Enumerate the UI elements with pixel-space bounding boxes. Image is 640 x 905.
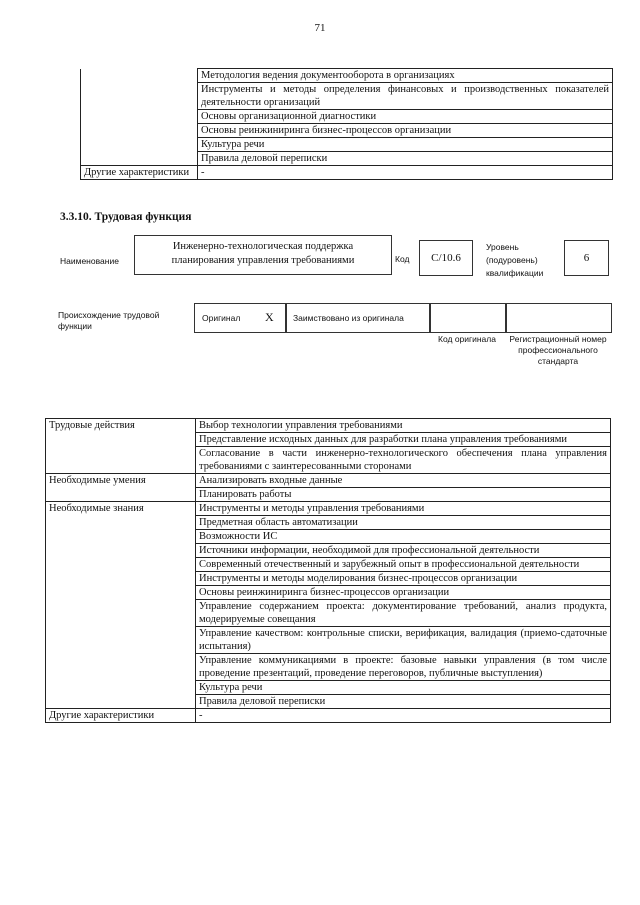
list-item: Инструменты и методы моделирования бизнес-процессов организации	[196, 572, 611, 586]
labor-actions-label: Трудовые действия	[46, 419, 196, 474]
list-item: Предметная область автоматизации	[196, 516, 611, 530]
function-name: Инженерно-технологическая поддержка планирования управления требованиями	[171, 241, 355, 266]
list-item: Правила деловой переписки	[196, 695, 611, 709]
table-row	[81, 69, 613, 83]
skills-label: Необходимые умения	[46, 474, 196, 502]
name-label: Наименование	[60, 256, 119, 266]
list-item: Управление содержанием проекта: документирование требований, анализ продукта, модерируемые совещания	[196, 600, 611, 627]
code-value: C/10.6	[431, 252, 461, 264]
table-row	[46, 709, 611, 723]
list-item: Управление коммуникациями в проекте: базовые навыки управления (в том числе проведение презентаций, проведение переговоров, публичные выступления)	[196, 654, 611, 681]
name-box	[134, 235, 392, 275]
list-item: Выбор технологии управления требованиями	[196, 419, 611, 433]
continuation-label-cell	[81, 69, 198, 166]
list-item: Согласование в части инженерно-технологического обеспечения плана управления требованиями с заинтересованными сторонами	[196, 447, 611, 474]
list-item: Инструменты и методы управления требованиями	[196, 502, 611, 516]
original-mark: X	[265, 310, 274, 324]
code-label: Код	[395, 254, 410, 264]
level-value: 6	[583, 252, 590, 264]
list-item: Планировать работы	[196, 488, 611, 502]
code-original-caption: Код оригинала	[438, 334, 496, 344]
list-item: Современный отечественный и зарубежный опыт в профессиональной деятельности	[196, 558, 611, 572]
list-item: Основы организационной диагностики	[198, 110, 613, 124]
list-item: Основы реинжиниринга бизнес-процессов организации	[196, 586, 611, 600]
other-characteristics-value: -	[198, 166, 613, 180]
list-item: Культура речи	[196, 681, 611, 695]
list-item: Управление качеством: контрольные списки, верификация, валидация (приемо-сдаточные испытания)	[196, 627, 611, 654]
top-knowledge-table	[80, 68, 613, 180]
list-item: Анализировать входные данные	[196, 474, 611, 488]
list-item: Основы реинжиниринга бизнес-процессов организации	[198, 124, 613, 138]
reg-number-box	[506, 303, 612, 333]
table-row	[46, 419, 611, 433]
code-original-box	[430, 303, 506, 333]
borrowed-label: Заимствовано из оригинала	[293, 313, 404, 323]
origin-label: Происхождение трудовой функции	[58, 310, 160, 331]
level-box	[564, 240, 609, 276]
section-title: 3.3.10. Трудовая функция	[60, 211, 192, 223]
table-row	[46, 502, 611, 516]
borrowed-box	[286, 303, 430, 333]
list-item: Инструменты и методы определения финансовых и производственных показателей деятельности организаций	[198, 83, 613, 110]
table-row	[46, 474, 611, 488]
level-label: Уровень (подуровень) квалификации	[486, 242, 544, 278]
table-row	[81, 166, 613, 180]
list-item: Источники информации, необходимой для профессиональной деятельности	[196, 544, 611, 558]
list-item: Правила деловой переписки	[198, 152, 613, 166]
list-item: Возможности ИС	[196, 530, 611, 544]
reg-number-caption: Регистрационный номер профессионального стандарта	[509, 334, 607, 366]
original-box	[194, 303, 286, 333]
list-item: Представление исходных данных для разработки плана управления требованиями	[196, 433, 611, 447]
code-box	[419, 240, 473, 276]
other-characteristics-label: Другие характеристики	[46, 709, 196, 723]
other-characteristics-label: Другие характеристики	[81, 166, 198, 180]
original-label: Оригинал	[202, 313, 241, 323]
labor-function-table	[45, 418, 611, 723]
page-number: 71	[314, 22, 326, 34]
other-characteristics-value: -	[196, 709, 611, 723]
knowledge-label: Необходимые знания	[46, 502, 196, 709]
list-item: Культура речи	[198, 138, 613, 152]
list-item: Методология ведения документооборота в организациях	[198, 69, 613, 83]
